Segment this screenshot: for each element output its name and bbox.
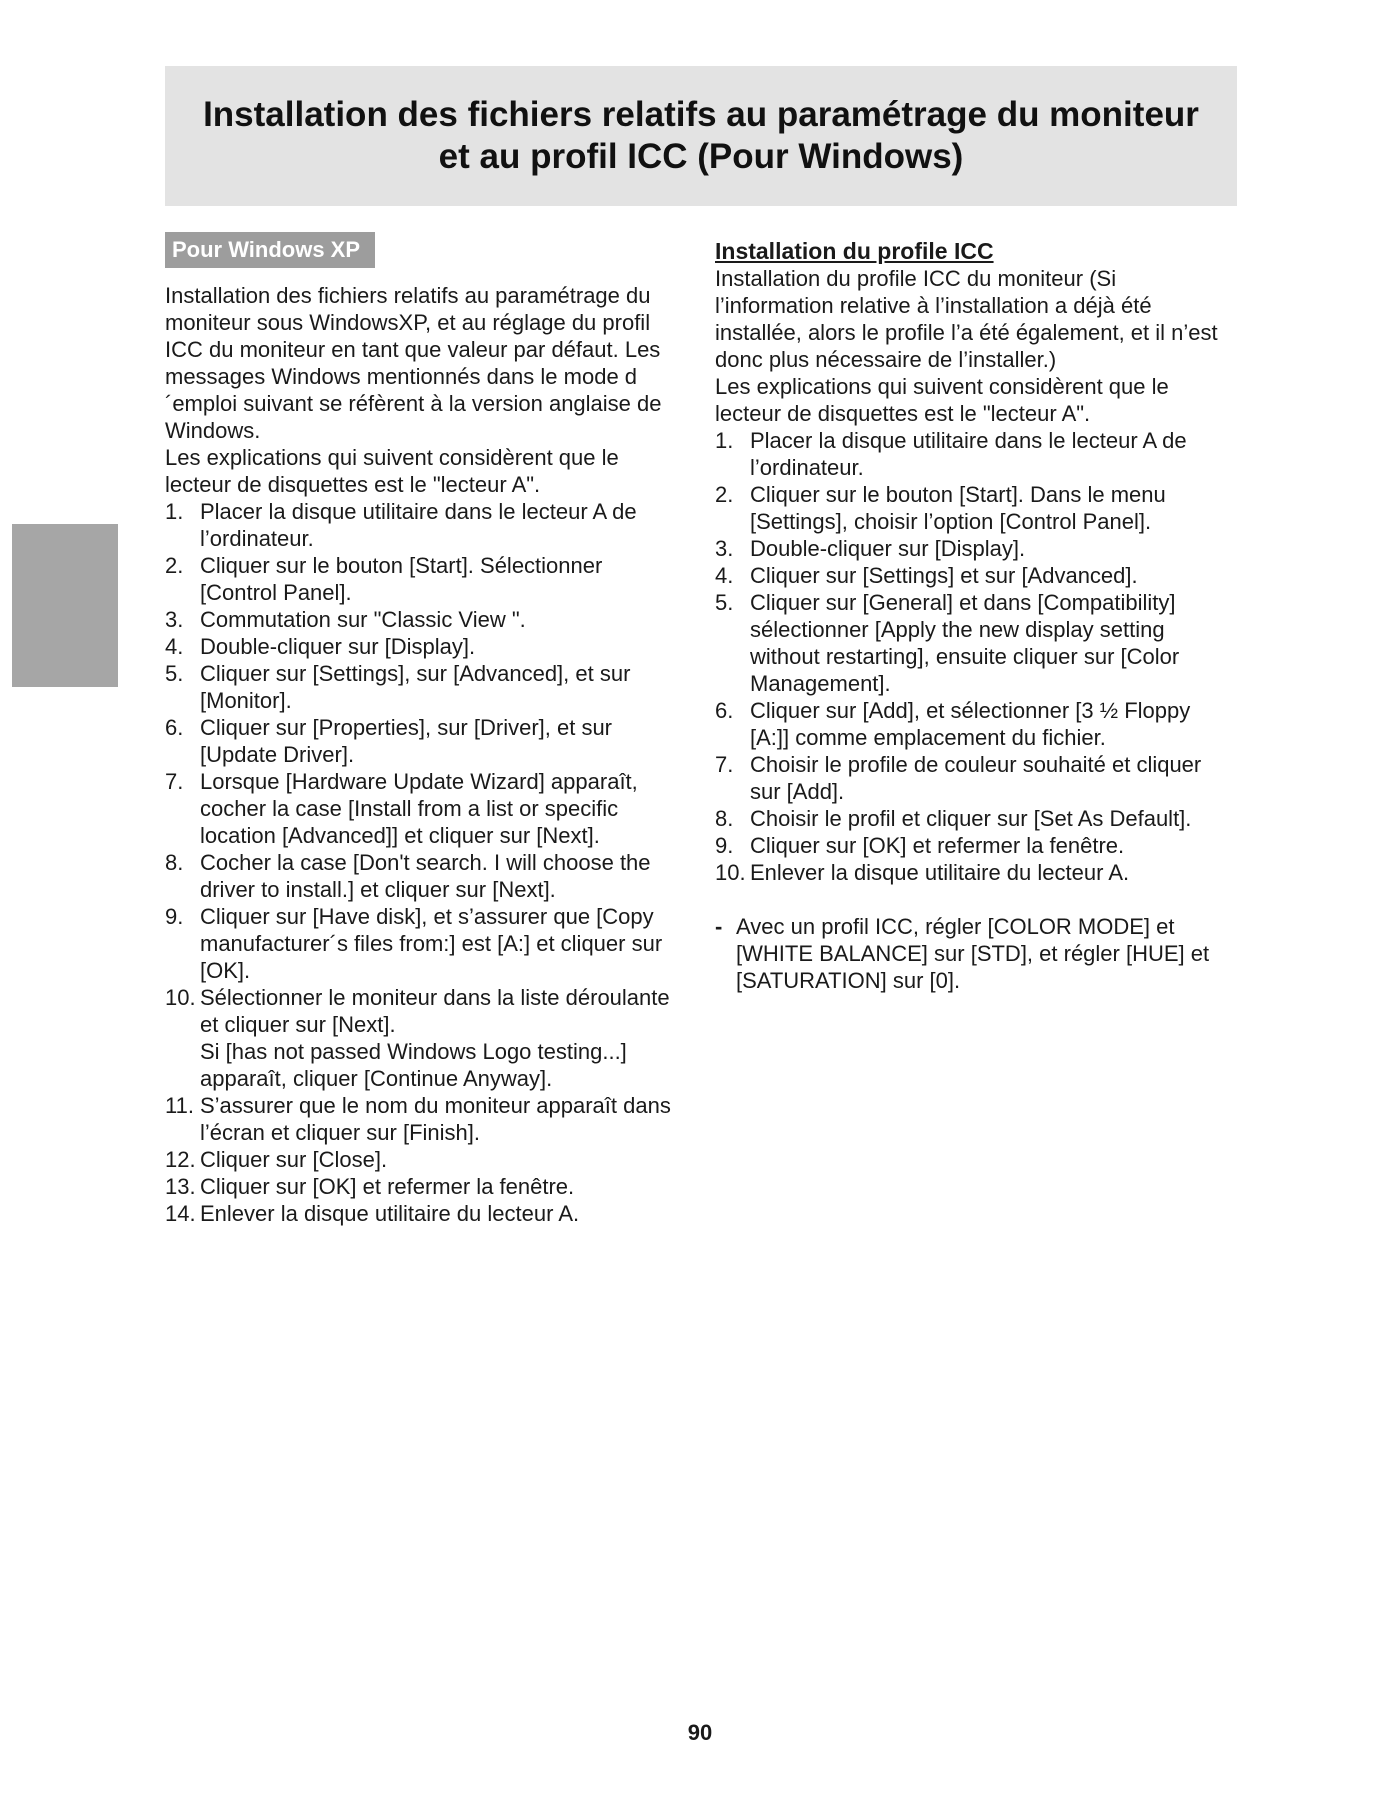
list-item — [715, 697, 1235, 751]
step-number: 2. — [715, 482, 734, 507]
step-text: Placer la disque utilitaire dans le lecteur A de l’ordinateur. — [200, 499, 637, 551]
step-text: Sélectionner le moniteur dans la liste déroulante et cliquer sur [Next]. — [200, 985, 670, 1037]
list-item — [165, 1092, 685, 1146]
step-text: Cocher la case [Don't search. I will choose the driver to install.] et cliquer sur [Next]. — [200, 850, 651, 902]
icc-note — [715, 913, 1235, 994]
step-number: 8. — [715, 806, 734, 831]
list-item — [165, 552, 685, 606]
step-text-block — [200, 984, 685, 1092]
step-text: Placer la disque utilitaire dans le lecteur A de l’ordinateur. — [750, 428, 1187, 480]
step-number: 9. — [165, 904, 184, 929]
step-number: 6. — [165, 715, 184, 740]
step-number: 3. — [165, 607, 184, 632]
list-item — [165, 660, 685, 714]
list-item — [715, 481, 1235, 535]
list-item — [165, 498, 685, 552]
left-intro: Installation des fichiers relatifs au paramétrage du moniteur sous WindowsXP, et au réglage du profil ICC du moniteur en tant que valeur par défaut. Les messages Windows mentionnés dans le mode d´emploi suivant se réfèrent à la version anglaise de Windows. — [165, 283, 662, 443]
step-text: Cliquer sur [Have disk], et s’assurer que [Copy manufacturer´s files from:] est [A:] et cliquer sur [OK]. — [200, 904, 663, 983]
step-extra-text: Si [has not passed Windows Logo testing...] apparaît, cliquer [Continue Anyway]. — [200, 1039, 627, 1091]
list-item — [715, 805, 1235, 832]
page-title: Installation des fichiers relatifs au paramétrage du moniteur et au profil ICC (Pour Windows) — [203, 95, 1199, 176]
step-number: 3. — [715, 536, 734, 561]
step-number: 4. — [715, 563, 734, 588]
list-item — [165, 984, 685, 1092]
step-number: 5. — [715, 590, 734, 615]
list-item — [715, 751, 1235, 805]
step-number: 8. — [165, 850, 184, 875]
list-item — [165, 633, 685, 660]
list-item — [165, 903, 685, 984]
right-intro: Installation du profile ICC du moniteur (Si l’information relative à l’installation a déjà été installée, alors le profile l’a été également, et il n’est donc plus nécessaire de l’installer.) — [715, 266, 1218, 372]
left-column — [165, 232, 685, 1227]
list-item — [715, 589, 1235, 697]
step-number: 1. — [165, 499, 184, 524]
list-item — [715, 832, 1235, 859]
step-number: 11. — [165, 1093, 194, 1118]
side-tab-marker — [12, 524, 118, 687]
step-number: 7. — [165, 769, 184, 794]
step-text: Cliquer sur [Close]. — [200, 1147, 388, 1172]
list-item — [165, 1200, 685, 1227]
step-number: 9. — [715, 833, 734, 858]
step-text: Cliquer sur [OK] et refermer la fenêtre. — [200, 1174, 575, 1199]
right-steps-list — [715, 427, 1235, 886]
list-item — [165, 714, 685, 768]
note-dash: - — [715, 914, 723, 939]
step-number: 12. — [165, 1147, 196, 1172]
list-item — [165, 849, 685, 903]
list-item — [165, 1173, 685, 1200]
page-header — [165, 66, 1237, 206]
step-text: Cliquer sur [Settings] et sur [Advanced]. — [750, 563, 1138, 588]
step-text: S’assurer que le nom du moniteur apparaît dans l’écran et cliquer sur [Finish]. — [200, 1093, 671, 1145]
list-item — [715, 859, 1235, 886]
left-assumption: Les explications qui suivent considèrent que le lecteur de disquettes est le "lecteur A". — [165, 445, 619, 497]
step-text: Cliquer sur [Add], et sélectionner [3 ½ Floppy [A:]] comme emplacement du fichier. — [750, 698, 1191, 750]
step-number: 13. — [165, 1174, 196, 1199]
step-text: Cliquer sur [General] et dans [Compatibility] sélectionner [Apply the new display setting without restarting], ensuite cliquer sur [Color Management]. — [750, 590, 1180, 696]
left-steps-list — [165, 498, 685, 1227]
right-column — [715, 232, 1235, 994]
step-text: Enlever la disque utilitaire du lecteur A. — [200, 1201, 580, 1226]
step-text: Double-cliquer sur [Display]. — [750, 536, 1026, 561]
step-text: Commutation sur "Classic View ". — [200, 607, 526, 632]
step-number: 6. — [715, 698, 734, 723]
step-number: 2. — [165, 553, 184, 578]
right-assumption: Les explications qui suivent considèrent que le lecteur de disquettes est le "lecteur A". — [715, 374, 1169, 426]
windows-xp-badge: Pour Windows XP — [165, 232, 375, 268]
step-text: Enlever la disque utilitaire du lecteur A. — [750, 860, 1130, 885]
step-number: 14. — [165, 1201, 196, 1226]
list-item — [715, 427, 1235, 481]
step-number: 1. — [715, 428, 734, 453]
list-item — [165, 768, 685, 849]
step-number: 4. — [165, 634, 184, 659]
list-item — [165, 606, 685, 633]
step-text: Cliquer sur [Properties], sur [Driver], et sur [Update Driver]. — [200, 715, 613, 767]
step-number: 10. — [165, 985, 196, 1010]
step-text: Lorsque [Hardware Update Wizard] apparaît, cocher la case [Install from a list or specific location [Advanced]] et cliquer sur [Next]. — [200, 769, 638, 848]
step-number: 7. — [715, 752, 734, 777]
page-number: 90 — [687, 1720, 713, 1745]
step-text: Choisir le profil et cliquer sur [Set As Default]. — [750, 806, 1192, 831]
step-text: Choisir le profile de couleur souhaité et cliquer sur [Add]. — [750, 752, 1202, 804]
step-text: Cliquer sur [OK] et refermer la fenêtre. — [750, 833, 1125, 858]
list-item — [715, 562, 1235, 589]
step-text: Cliquer sur le bouton [Start]. Sélectionner [Control Panel]. — [200, 553, 603, 605]
list-item — [165, 1146, 685, 1173]
step-number: 10. — [715, 860, 746, 885]
step-text: Double-cliquer sur [Display]. — [200, 634, 476, 659]
section-title-icc: Installation du profile ICC — [715, 238, 994, 264]
step-text: Cliquer sur [Settings], sur [Advanced], et sur [Monitor]. — [200, 661, 631, 713]
step-text: Cliquer sur le bouton [Start]. Dans le menu [Settings], choisir l’option [Control Panel]. — [750, 482, 1166, 534]
note-text: Avec un profil ICC, régler [COLOR MODE] et [WHITE BALANCE] sur [STD], et régler [HUE] et [SATURATION] sur [0]. — [736, 914, 1210, 993]
list-item — [715, 535, 1235, 562]
step-number: 5. — [165, 661, 184, 686]
